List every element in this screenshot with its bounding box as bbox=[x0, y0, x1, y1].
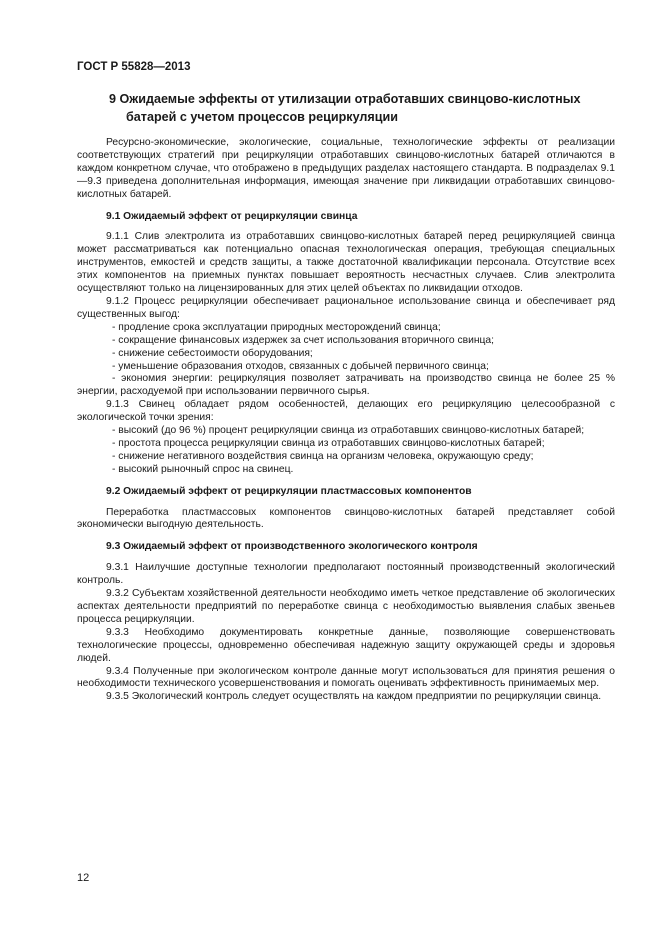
list-item: - сокращение финансовых издержек за счет использования вторичного свинца; bbox=[112, 334, 495, 346]
section-9-3-title: 9.3 Ожидаемый эффект от производственного экологического контроля bbox=[106, 541, 478, 553]
list-item: - продление срока эксплуатации природных месторождений свинца; bbox=[112, 321, 441, 333]
page-number: 12 bbox=[77, 872, 90, 884]
list-item: - экономия энергии: рециркуляция позволяет затрачивать на производство свинца не более 25 % энергии, расходуемой при использовании первичного сырья. bbox=[77, 373, 615, 398]
paragraph-9-3-1: 9.3.1 Наилучшие доступные технологии предполагают постоянный производственный экологический контроль. bbox=[77, 562, 615, 587]
page-content bbox=[77, 91, 615, 704]
paragraph-9-1-2: 9.1.2 Процесс рециркуляции обеспечивает рациональное использование свинца и обеспечивает ряд существенных выгод: bbox=[77, 295, 615, 320]
list-item: - снижение негативного воздействия свинца на организм человека, окружающую среду; bbox=[112, 450, 534, 462]
list-item: - снижение себестоимости оборудования; bbox=[112, 347, 313, 359]
list-item: - уменьшение образования отходов, связанных с добычей первичного свинца; bbox=[112, 360, 489, 372]
paragraph-9-3-2: 9.3.2 Субъектам хозяйственной деятельности необходимо иметь четкое представление об экологических аспектах деятельности предприятий по переработке свинца с необходимостью выявления слабых звеньев процесса рециркуляции. bbox=[77, 588, 615, 625]
paragraph-9-3-5: 9.3.5 Экологический контроль следует осуществлять на каждом предприятии по рециркуляции свинца. bbox=[106, 691, 602, 703]
intro-paragraph: Ресурсно-экономические, экологические, социальные, технологические эффекты от реализации соответствующих стратегий при рециркуляции отработавших свинцово-кислотных батарей отличаются в каждом конкретном случае, что отображено в предыдущих разделах настоящего стандарта. В подразделах 9.1—9.3 приведена дополнительная информация, имеющая значение при ликвидации отработавших свинцово-кислотных батарей. bbox=[77, 137, 615, 200]
list-item: - простота процесса рециркуляции свинца из отработавших свинцово-кислотных батарей; bbox=[112, 437, 545, 449]
paragraph-9-2: Переработка пластмассовых компонентов свинцово-кислотных батарей представляет собой экономически выгодную деятельность. bbox=[77, 506, 615, 531]
paragraph-9-1-3: 9.1.3 Свинец обладает рядом особенностей, делающих его рециркуляцию целесообразной с экологической точки зрения: bbox=[77, 399, 615, 424]
section-9-1-title: 9.1 Ожидаемый эффект от рециркуляции свинца bbox=[106, 210, 358, 222]
paragraph-9-3-4: 9.3.4 Полученные при экологическом контроле данные могут использоваться для принятия решения о необходимости технического усовершенствования и помогать оценивать эффективность принимаемых мер. bbox=[77, 665, 615, 690]
paragraph-9-1-1: 9.1.1 Слив электролита из отработавших свинцово-кислотных батарей перед рециркуляцией свинца может рассматриваться как потенциально опасная технологическая операция, требующая специальных инструментов, емкостей и средств защиты, а также достаточной квалификации персонала. Отсутствие всех этих компонентов на приемных пунктах повышает вероятность несчастных случаев. Слив электролита осуществляют только на лицензированных для этих целей объектах по ликвидации отходов. bbox=[77, 231, 615, 295]
standard-header: ГОСТ Р 55828—2013 bbox=[77, 61, 191, 73]
list-item: - высокий (до 96 %) процент рециркуляции свинца из отработавших свинцово-кислотных батарей; bbox=[112, 425, 585, 437]
chapter-title: 9 Ожидаемые эффекты от утилизации отработавших свинцово-кислотных батарей с учетом процессов рециркуляции bbox=[109, 92, 581, 124]
section-9-2-title: 9.2 Ожидаемый эффект от рециркуляции пластмассовых компонентов bbox=[106, 485, 472, 497]
list-item: - высокий рыночный спрос на свинец. bbox=[112, 463, 294, 475]
paragraph-9-3-3: 9.3.3 Необходимо документировать конкретные данные, позволяющие совершенствовать технологические процессы, одновременно обеспечивая надежную защиту окружающей среды и здоровья людей. bbox=[77, 626, 615, 664]
